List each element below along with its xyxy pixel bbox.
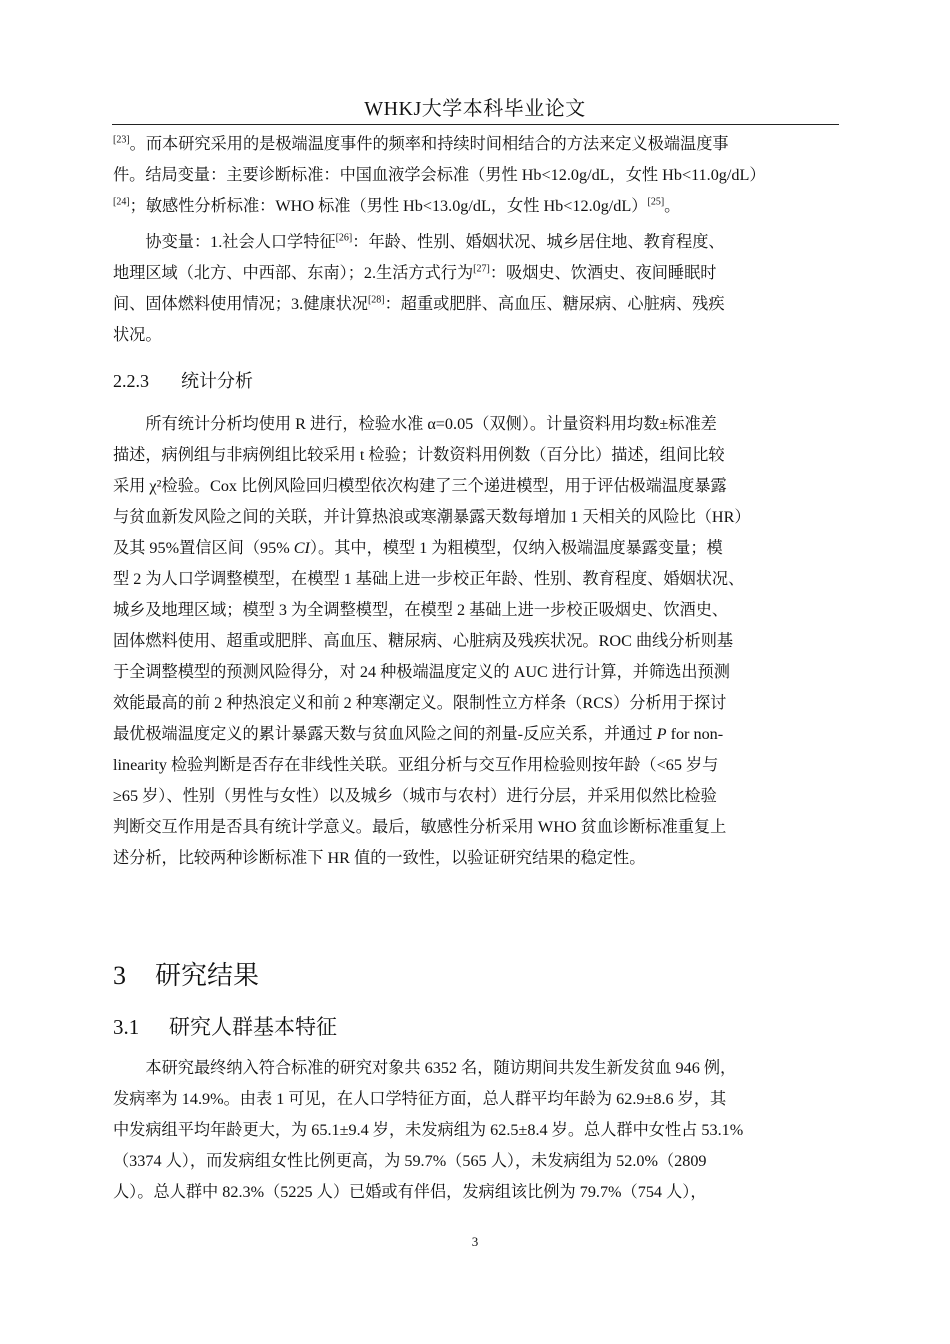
text-line: 于全调整模型的预测风险得分，对 24 种极端温度定义的 AUC 进行计算，并筛选出预测 — [113, 663, 730, 681]
text-line: 描述，病例组与非病例组比较采用 t 检验；计数资料用例数（百分比）描述，组间比较 — [113, 446, 725, 464]
text-line: 述分析，比较两种诊断标准下 HR 值的一致性，以验证研究结果的稳定性。 — [113, 849, 646, 867]
text-line: 判断交互作用是否具有统计学意义。最后，敏感性分析采用 WHO 贫血诊断标准重复上 — [113, 818, 727, 836]
chapter-title: 研究结果 — [155, 961, 260, 990]
text-line: 最优极端温度定义的累计暴露天数与贫血风险之间的剂量-反应关系，并通过 P for non- — [113, 725, 724, 743]
paragraph-covariates — [113, 227, 838, 351]
text-line: ≥65 岁）、性别（男性与女性）以及城乡（城市与农村）进行分层，并采用似然比检验 — [113, 787, 717, 805]
text-line: 所有统计分析均使用 R 进行，检验水准 α=0.05（双侧）。计量资料用均数±标准差 — [145, 415, 717, 433]
text-line: 中发病组平均年龄更大，为 65.1±9.4 岁，未发病组为 62.5±8.4 岁。总人群中女性占 53.1% — [113, 1121, 744, 1139]
section-number: 2.2.3 — [113, 371, 149, 391]
paragraph-outcome-definition — [113, 129, 838, 222]
text-line: [23]。而本研究采用的是极端温度事件的频率和持续时间相结合的方法来定义极端温度事 — [113, 134, 729, 153]
chapter-heading-3 — [113, 955, 259, 992]
text-line: 及其 95%置信区间（95% CI）。其中，模型 1 为粗模型，仅纳入极端温度暴露变量；模 — [113, 539, 723, 557]
text-line: 件。结局变量：主要诊断标准：中国血液学会标准（男性 Hb<12.0g/dL，女性 Hb<11.0g/dL） — [113, 166, 766, 184]
text-line: 地理区域（北方、中西部、东南）；2.生活方式行为[27]：吸烟史、饮酒史、夜间睡眠时 — [113, 263, 717, 282]
text-line: 型 2 为人口学调整模型，在模型 1 基础上进一步校正年龄、性别、教育程度、婚姻状况、 — [113, 570, 745, 588]
text-line: 发病率为 14.9%。由表 1 可见，在人口学特征方面，总人群平均年龄为 62.9±8.6 岁，其 — [113, 1090, 727, 1108]
paragraph-baseline-characteristics — [113, 1053, 838, 1208]
text-line: 采用 χ²检验。Cox 比例风险回归模型依次构建了三个递进模型，用于评估极端温度暴露 — [113, 477, 727, 495]
text-line: 效能最高的前 2 种热浪定义和前 2 种寒潮定义。限制性立方样条（RCS）分析用于探讨 — [113, 694, 727, 712]
text-line: 本研究最终纳入符合标准的研究对象共 6352 名，随访期间共发生新发贫血 946 例， — [145, 1059, 737, 1077]
page-number: 3 — [471, 1234, 479, 1249]
text-line: 人）。总人群中 82.3%（5225 人）已婚或有伴侣，发病组该比例为 79.7%（754 人）， — [113, 1183, 707, 1201]
section-heading-2-2-3 — [113, 367, 253, 393]
section-number: 3.1 — [113, 1015, 140, 1039]
chapter-number: 3 — [113, 961, 126, 990]
section-title: 统计分析 — [181, 371, 253, 391]
text-line: 协变量：1.社会人口学特征[26]：年龄、性别、婚姻状况、城乡居住地、教育程度、 — [145, 232, 725, 251]
section-heading-3-1 — [113, 1011, 337, 1041]
text-line: [24]；敏感性分析标准：WHO 标准（男性 Hb<13.0g/dL，女性 Hb<12.0g/dL）[25]。 — [113, 196, 681, 215]
section-title: 研究人群基本特征 — [169, 1015, 337, 1039]
text-line: 与贫血新发风险之间的关联，并计算热浪或寒潮暴露天数每增加 1 天相关的风险比（HR） — [113, 508, 751, 526]
text-line: （3374 人），而发病组女性比例更高，为 59.7%（565 人），未发病组为 52.0%（2809 — [113, 1152, 707, 1170]
text-line: 城乡及地理区域；模型 3 为全调整模型，在模型 2 基础上进一步校正吸烟史、饮酒史、 — [113, 601, 729, 619]
paragraph-statistical-analysis — [113, 409, 838, 874]
header-rule — [112, 124, 839, 125]
text-line: linearity 检验判断是否存在非线性关联。亚组分析与交互作用检验则按年龄（<65 岁与 — [113, 756, 719, 774]
text-line: 间、固体燃料使用情况；3.健康状况[28]：超重或肥胖、高血压、糖尿病、心脏病、残疾 — [113, 294, 725, 313]
text-line: 状况。 — [113, 326, 162, 344]
running-header: WHKJ大学本科毕业论文 — [364, 98, 586, 120]
text-line: 固体燃料使用、超重或肥胖、高血压、糖尿病、心脏病及残疾状况。ROC 曲线分析则基 — [113, 632, 734, 650]
